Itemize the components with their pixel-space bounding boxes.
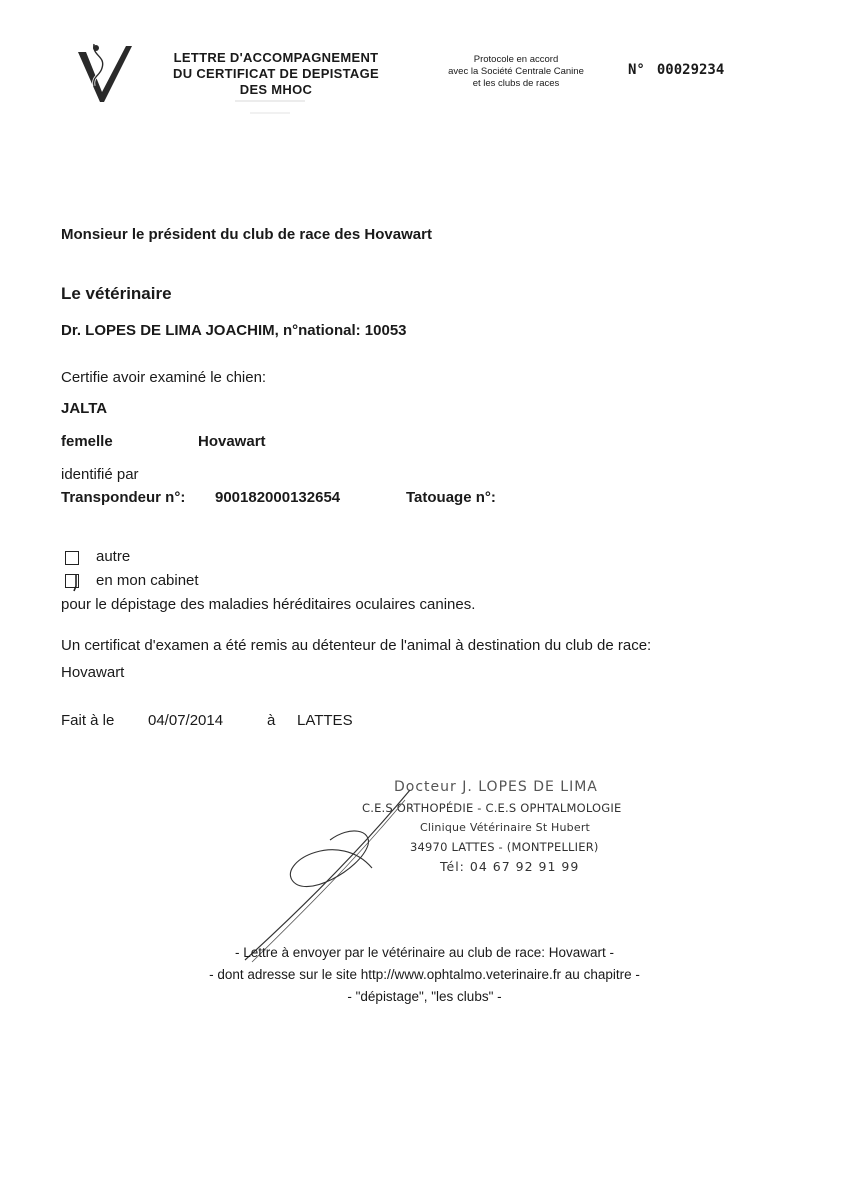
title-line: DU CERTIFICAT DE DEPISTAGE (173, 66, 379, 81)
number-value: 00029234 (656, 62, 725, 78)
title-line: LETTRE D'ACCOMPAGNEMENT (173, 50, 379, 65)
transponder-label: Transpondeur n°: (61, 489, 186, 506)
dog-breed: Hovawart (198, 433, 266, 450)
stamp-line: Tél: 04 67 92 91 99 (440, 859, 580, 874)
veterinarian-name: Dr. LOPES DE LIMA JOACHIM, n°national: 10053 (61, 322, 407, 339)
dog-sex: femelle (61, 433, 113, 450)
signing-date: 04/07/2014 (148, 712, 224, 729)
stamp-line: Clinique Vétérinaire St Hubert (420, 821, 591, 834)
stamp-line: 34970 LATTES - (MONTPELLIER) (410, 840, 599, 854)
place-prefix: Fait à le (61, 712, 115, 729)
identified-by: identifié par (61, 466, 139, 483)
protocol-line: Protocole en accord (473, 54, 559, 65)
footer-line: - dont adresse sur le site http://www.ophtalmo.veterinaire.fr au chapitre - (209, 967, 640, 982)
veterinarian-heading: Le vétérinaire (61, 284, 172, 303)
number-label: N° (628, 62, 645, 78)
option-office-label: en mon cabinet (96, 572, 199, 589)
certify-text: Certifie avoir examiné le chien: (61, 369, 267, 386)
footer-line: - Lettre à envoyer par le vétérinaire au club de race: Hovawart - (235, 945, 614, 960)
footer-line: - "dépistage", "les clubs" - (347, 989, 502, 1004)
protocol-line: et les clubs de races (472, 78, 560, 89)
stamp-line: C.E.S ORTHOPÉDIE - C.E.S OPHTALMOLOGIE (362, 801, 622, 815)
club-name: Hovawart (61, 664, 125, 681)
purpose-text: pour le dépistage des maladies héréditaires oculaires canines. (61, 596, 476, 613)
title-line: DES MHOC (239, 82, 313, 97)
transponder-value: 900182000132654 (215, 489, 341, 506)
dog-name: JALTA (61, 400, 108, 417)
recipient-line: Monsieur le président du club de race des Hovawart (61, 226, 432, 243)
tattoo-label: Tatouage n°: (406, 489, 496, 506)
place-connector: à (267, 712, 276, 729)
stamp-line: Docteur J. LOPES DE LIMA (394, 779, 598, 795)
signing-city: LATTES (297, 712, 353, 729)
certificate-text: Un certificat d'examen a été remis au détenteur de l'animal à destination du club de race: (61, 637, 652, 654)
option-other-label: autre (96, 548, 131, 565)
protocol-line: avec la Société Centrale Canine (448, 66, 584, 77)
